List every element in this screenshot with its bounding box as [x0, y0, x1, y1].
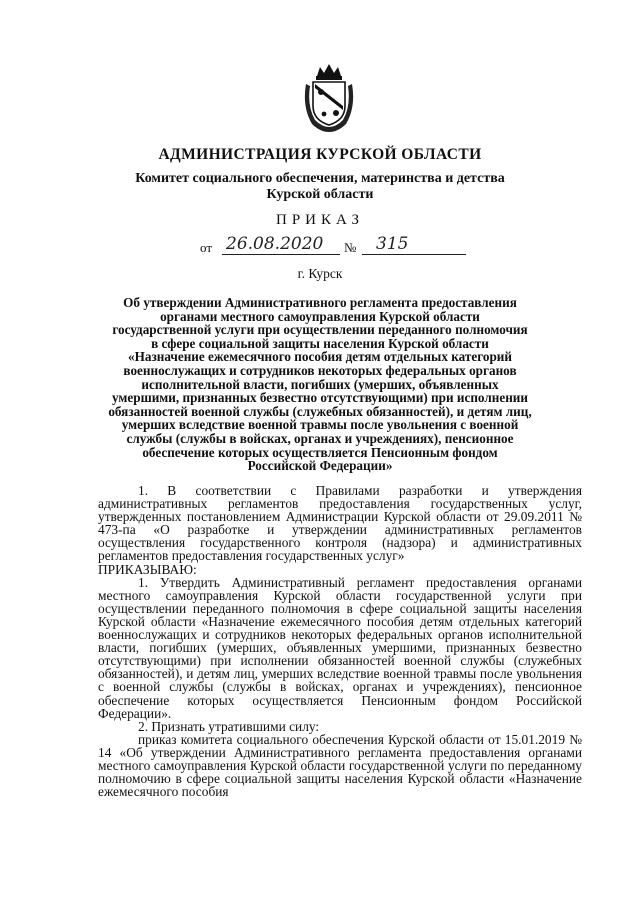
title-line: обеспечение которых осуществляется Пенсионным фондом: [142, 444, 498, 460]
title-line: службы (службы в войсках, органах и учреждениях), пенсионное: [126, 430, 514, 446]
title-line: Об утверждении Административного регламента предоставления: [123, 295, 517, 310]
city: г. Курск: [297, 266, 343, 281]
date-underline: [222, 254, 340, 255]
number-label: №: [344, 240, 357, 255]
title-line: государственной услуги при осуществлении переданного полномочия: [112, 322, 528, 338]
organization-title: АДМИНИСТРАЦИЯ КУРСКОЙ ОБЛАСТИ: [158, 146, 482, 163]
title-line: «Назначение ежемесячного пособия детям отдельных категорий: [128, 349, 512, 365]
title-line: исполнительной власти, погибших (умерших, объявленных: [141, 376, 499, 392]
title-line: умерших вследствие военной травмы после увольнения с военной: [121, 417, 519, 433]
title-line: умершими, признанных безвестно отсутствующими) при исполнении: [111, 390, 529, 406]
coat-of-arms-emblem: [300, 62, 358, 134]
paragraph-1: 1. В соответствии с Правилами разработки и утверждения административных регламентов предоставления государственных услуг, утвержденных постановлением Администрации Курской области от 29.09.2011 № 473-па «О разработке и утверждении административных регламентов осуществления государственного контроля (надзора) и административных регламентов предоставления государственных услуг»: [98, 483, 582, 564]
paragraph-approve: 1. Утвердить Административный регламент предоставления органами местного самоуправления Курской области государственной услуги при осуществлении переданного полномочия в сфере социальной защиты населения Курской области «Назначение ежемесячного пособия детям отдельных категорий военнослужащих и сотрудников некоторых федеральных органов исполнительной власти, погибших (умерших, объявленных умершими, признанных безвестно отсутствующими) при исполнении обязанностей военной службы (служебных обязанностей), и детям лиц, умерших вследствие военной травмы после увольнения с военной службы (службы в войсках, органах и учреждениях), пенсионное обеспечение которых осуществляется Пенсионным фондом Российской Федерации».: [98, 574, 582, 721]
decree-word: ПРИКАЗЫВАЮ:: [98, 561, 197, 577]
title-line: военнослужащих и сотрудников некоторых федеральных органов: [123, 362, 517, 378]
title-line: Российской Федерации»: [247, 458, 393, 474]
number-handwritten: 315: [376, 234, 409, 254]
number-underline: [362, 254, 466, 255]
committee-line-2: Курской области: [266, 187, 374, 202]
date-number-line: [200, 234, 500, 258]
title-line: обязанностей военной службы (служебных обязанностей), и детям лиц,: [108, 403, 532, 419]
paragraph-repealed-order: приказ комитета социального обеспечения Курской области от 15.01.2019 № 14 «Об утверждении Административного регламента предоставления органами местного самоуправления Курской области государственной услуги по переданному полномочию в сфере социальной защиты населения Курской области «Назначение ежемесячного пособия: [98, 731, 582, 800]
document-body: [98, 484, 582, 798]
title-line: в сфере социальной защиты населения Курской области: [151, 335, 489, 351]
committee-line-1: Комитет социального обеспечения, материнства и детства: [135, 171, 505, 186]
document-title: [100, 296, 540, 473]
date-handwritten: 26.08.2020: [226, 234, 324, 254]
document-type: ПРИКАЗ: [276, 212, 364, 228]
committee-name: [0, 171, 640, 203]
paragraph-repeal: 2. Признать утратившими силу:: [138, 718, 320, 734]
title-line: органами местного самоуправления Курской области: [160, 308, 480, 324]
date-label: от: [200, 240, 213, 255]
